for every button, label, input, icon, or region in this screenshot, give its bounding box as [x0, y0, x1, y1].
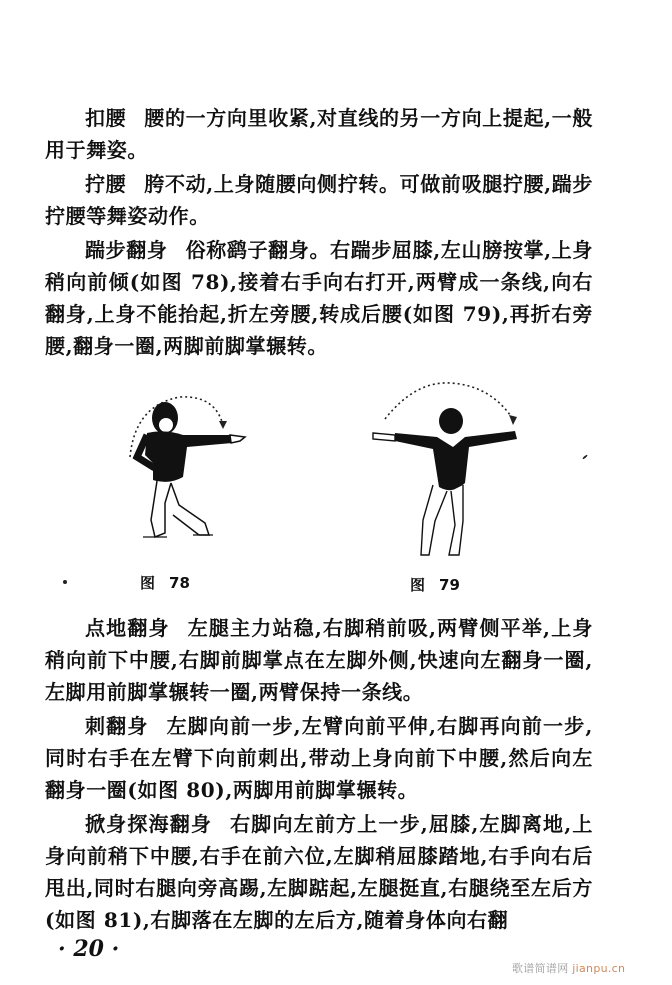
paragraph-xianshen-tanhai-fanshen	[45, 808, 593, 936]
figure-number: 78	[169, 574, 190, 592]
paragraph-body: 左腿主力站稳,右脚稍前吸,两臂侧平举,上身稍向前下中腰,右脚前脚掌点在左脚外侧,快速向左翻身一圈,左脚用前脚掌辗转一圈,两臂保持一条线。	[45, 616, 593, 704]
speckle	[582, 454, 588, 459]
figure-label: 图	[140, 574, 156, 592]
paragraph-body: 右脚向左前方上一步,屈膝,左脚离地,上身向前稍下中腰,右手在前六位,左脚稍屈膝踏地,右手向右后甩出,同时右腿向旁高踢,左脚踮起,左腿挺直,右腿绕至左后方(如图 81),右脚落在左脚的左后方,随着身体向右翻	[45, 812, 593, 932]
watermark	[512, 960, 625, 976]
paragraph-kouyao	[45, 102, 593, 166]
term-heading: 掀身探海翻身	[85, 812, 213, 836]
figure-label: 图	[410, 576, 426, 594]
paragraph-body: 腰的一方向里收紧,对直线的另一方向上提起,一般用于舞姿。	[45, 106, 593, 162]
figure-79-caption	[410, 574, 460, 595]
paragraph-body: 胯不动,上身随腰向侧拧转。可做前吸腿拧腰,踹步拧腰等舞姿动作。	[45, 172, 593, 228]
watermark-site: 歌谱简谱网	[512, 962, 569, 975]
dancer-figure-icon	[365, 375, 540, 560]
dancer-figure-icon	[95, 385, 255, 555]
figure-78-illustration	[95, 385, 255, 555]
figure-79-illustration	[365, 375, 540, 560]
figure-78-caption	[140, 572, 190, 593]
paragraph-diandi-fanshen	[45, 612, 593, 708]
text-block-top	[45, 102, 593, 362]
page-number: · 20 ·	[58, 936, 120, 962]
term-heading: 扣腰	[85, 106, 127, 130]
watermark-domain: jianpu.cn	[572, 962, 626, 975]
text-block-bottom	[45, 612, 593, 936]
paragraph-body: 俗称鹞子翻身。右踹步屈膝,左山膀按掌,上身稍向前倾(如图 78),接着右手向右打开,两臂成一条线,向右翻身,上身不能抬起,折左旁腰,转成后腰(如图 79),再折右旁腰,翻身一圈,两脚前脚掌辗转。	[45, 238, 593, 358]
paragraph-chuaibu-fanshen	[45, 234, 593, 362]
term-heading: 刺翻身	[85, 714, 149, 738]
term-heading: 点地翻身	[85, 616, 170, 640]
paragraph-body: 左脚向前一步,左臂向前平伸,右脚再向前一步,同时右手在左臂下向前刺出,带动上身向前下中腰,然后向左翻身一圈(如图 80),两脚用前脚掌辗转。	[45, 714, 593, 802]
term-heading: 拧腰	[85, 172, 127, 196]
paragraph-ci-fanshen	[45, 710, 593, 806]
term-heading: 踹步翻身	[85, 238, 168, 262]
figure-number: 79	[439, 576, 460, 594]
paragraph-ningyao	[45, 168, 593, 232]
speckle	[63, 580, 67, 584]
